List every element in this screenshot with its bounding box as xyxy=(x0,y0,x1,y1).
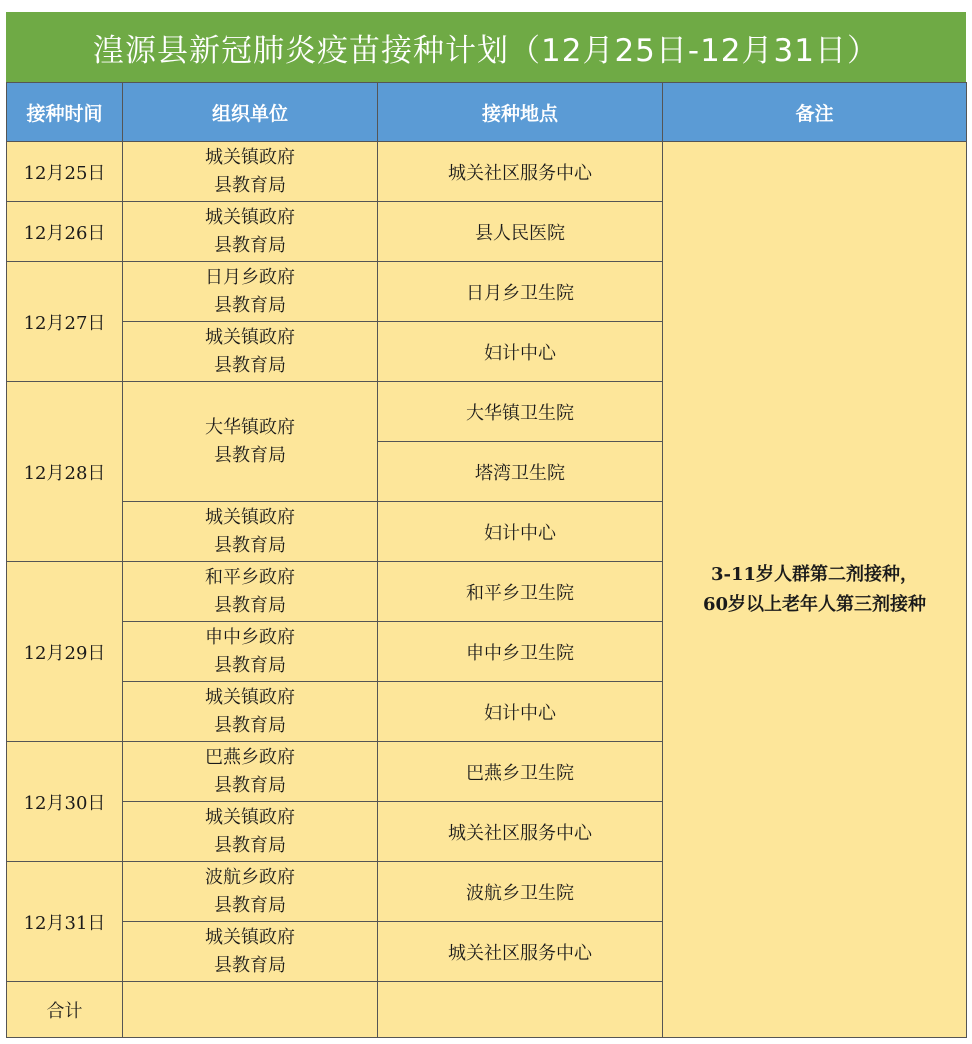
org-name: 波航乡政府 xyxy=(205,866,295,888)
org-cell xyxy=(123,202,378,262)
site-cell: 城关社区服务中心 xyxy=(378,922,663,982)
header-site: 接种地点 xyxy=(378,83,663,142)
org-name: 县教育局 xyxy=(214,294,286,316)
site-cell: 巴燕乡卫生院 xyxy=(378,742,663,802)
org-cell xyxy=(123,862,378,922)
site-cell: 县人民医院 xyxy=(378,202,663,262)
note-line: 3-11岁人群第二剂接种， xyxy=(710,563,919,585)
org-name: 县教育局 xyxy=(214,834,286,856)
org-cell xyxy=(123,142,378,202)
table-header-row xyxy=(7,83,967,142)
org-name: 大华镇政府 xyxy=(205,416,295,438)
org-name: 县教育局 xyxy=(214,534,286,556)
site-cell: 塔湾卫生院 xyxy=(378,442,663,502)
date-cell: 12月25日 xyxy=(7,142,123,202)
site-cell: 城关社区服务中心 xyxy=(378,802,663,862)
site-cell: 大华镇卫生院 xyxy=(378,382,663,442)
org-cell xyxy=(123,802,378,862)
site-cell: 妇计中心 xyxy=(378,322,663,382)
total-label: 合计 xyxy=(7,982,123,1038)
date-cell: 12月31日 xyxy=(7,862,123,982)
org-name: 城关镇政府 xyxy=(205,806,295,828)
org-name: 县教育局 xyxy=(214,774,286,796)
org-cell xyxy=(123,682,378,742)
org-cell xyxy=(123,922,378,982)
org-name: 日月乡政府 xyxy=(205,266,295,288)
note-line: 60岁以上老年人第三剂接种 xyxy=(702,593,927,615)
org-name: 县教育局 xyxy=(214,444,286,466)
table-row xyxy=(7,142,967,202)
date-cell: 12月28日 xyxy=(7,382,123,562)
org-name: 县教育局 xyxy=(214,594,286,616)
date-cell: 12月26日 xyxy=(7,202,123,262)
org-name: 城关镇政府 xyxy=(205,146,295,168)
org-cell xyxy=(123,742,378,802)
org-name: 城关镇政府 xyxy=(205,326,295,348)
org-cell xyxy=(123,262,378,322)
site-cell: 波航乡卫生院 xyxy=(378,862,663,922)
vaccination-schedule-table xyxy=(6,82,967,1038)
header-note: 备注 xyxy=(663,83,967,142)
total-org-empty xyxy=(123,982,378,1038)
page-title: 湟源县新冠肺炎疫苗接种计划（12月25日-12月31日） xyxy=(6,12,966,82)
org-name: 申中乡政府 xyxy=(205,626,295,648)
header-date: 接种时间 xyxy=(7,83,123,142)
org-name: 城关镇政府 xyxy=(205,206,295,228)
site-cell: 妇计中心 xyxy=(378,682,663,742)
site-cell: 和平乡卫生院 xyxy=(378,562,663,622)
org-name: 城关镇政府 xyxy=(205,926,295,948)
org-cell xyxy=(123,622,378,682)
org-name: 县教育局 xyxy=(214,174,286,196)
org-cell xyxy=(123,562,378,622)
org-name: 县教育局 xyxy=(214,954,286,976)
site-cell: 妇计中心 xyxy=(378,502,663,562)
org-name: 城关镇政府 xyxy=(205,686,295,708)
org-name: 和平乡政府 xyxy=(205,566,295,588)
site-cell: 城关社区服务中心 xyxy=(378,142,663,202)
org-name: 县教育局 xyxy=(214,234,286,256)
org-name: 县教育局 xyxy=(214,654,286,676)
org-name: 县教育局 xyxy=(214,894,286,916)
site-cell: 申中乡卫生院 xyxy=(378,622,663,682)
org-cell xyxy=(123,322,378,382)
date-cell: 12月30日 xyxy=(7,742,123,862)
header-org: 组织单位 xyxy=(123,83,378,142)
site-cell: 日月乡卫生院 xyxy=(378,262,663,322)
org-name: 县教育局 xyxy=(214,354,286,376)
org-name: 巴燕乡政府 xyxy=(205,746,295,768)
org-cell xyxy=(123,382,378,502)
note-cell xyxy=(663,142,967,1038)
org-name: 城关镇政府 xyxy=(205,506,295,528)
date-cell: 12月27日 xyxy=(7,262,123,382)
org-cell xyxy=(123,502,378,562)
total-site-empty xyxy=(378,982,663,1038)
date-cell: 12月29日 xyxy=(7,562,123,742)
org-name: 县教育局 xyxy=(214,714,286,736)
